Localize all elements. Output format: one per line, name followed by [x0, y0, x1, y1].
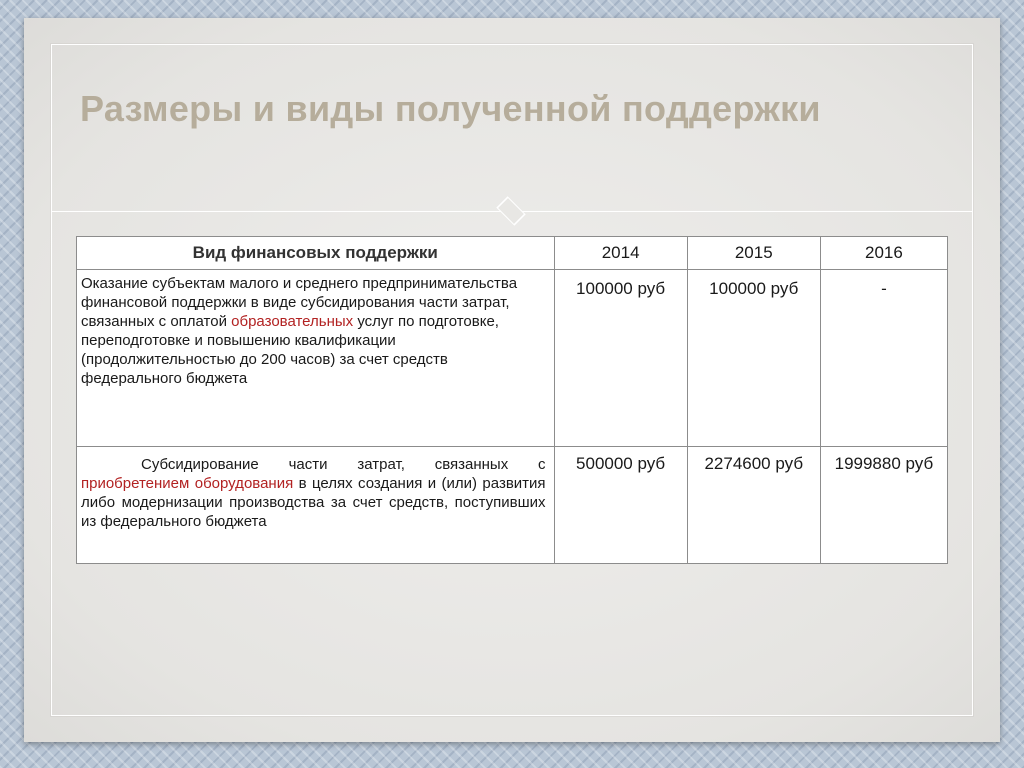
row-1-desc-highlight: образовательных	[231, 313, 354, 330]
row-2-desc-highlight: приобретением оборудования	[81, 475, 294, 492]
table-header-row	[77, 237, 948, 270]
row-2-value-2014: 500000 руб	[554, 447, 687, 564]
row-1-desc-text-end: услуг по подготовке, переподготовке и повышению квалификации (продолжительностью до 200 часов) за счет средств федерального бюджета	[81, 313, 499, 387]
slide-title: Размеры и виды полученной поддержки	[80, 88, 821, 129]
row-2-description	[77, 447, 555, 564]
row-1-description	[77, 270, 555, 447]
header-year-2015: 2015	[687, 237, 820, 270]
row-1-value-2015: 100000 руб	[687, 270, 820, 447]
header-support-type: Вид финансовых поддержки	[77, 237, 555, 270]
row-1-value-2014: 100000 руб	[554, 270, 687, 447]
header-year-2014: 2014	[554, 237, 687, 270]
row-2-desc-text: Субсидирование части затрат, связанных с	[141, 456, 546, 473]
row-2-value-2016: 1999880 руб	[820, 447, 947, 564]
row-2-desc-text-end: в целях создания и (или) развития либо модернизации производства за счет средств, поступивших из федерального бюджета	[81, 475, 546, 530]
table-row	[77, 447, 948, 564]
title-divider	[51, 206, 973, 218]
row-1-desc-text: Оказание субъектам малого и среднего предпринимательства финансовой поддержки в виде субсидирования части затрат, связанных с оплатой	[81, 275, 518, 330]
table-row	[77, 270, 948, 447]
support-table	[76, 236, 948, 564]
row-1-value-2016: -	[820, 270, 947, 447]
row-2-value-2015: 2274600 руб	[687, 447, 820, 564]
header-year-2016: 2016	[820, 237, 947, 270]
